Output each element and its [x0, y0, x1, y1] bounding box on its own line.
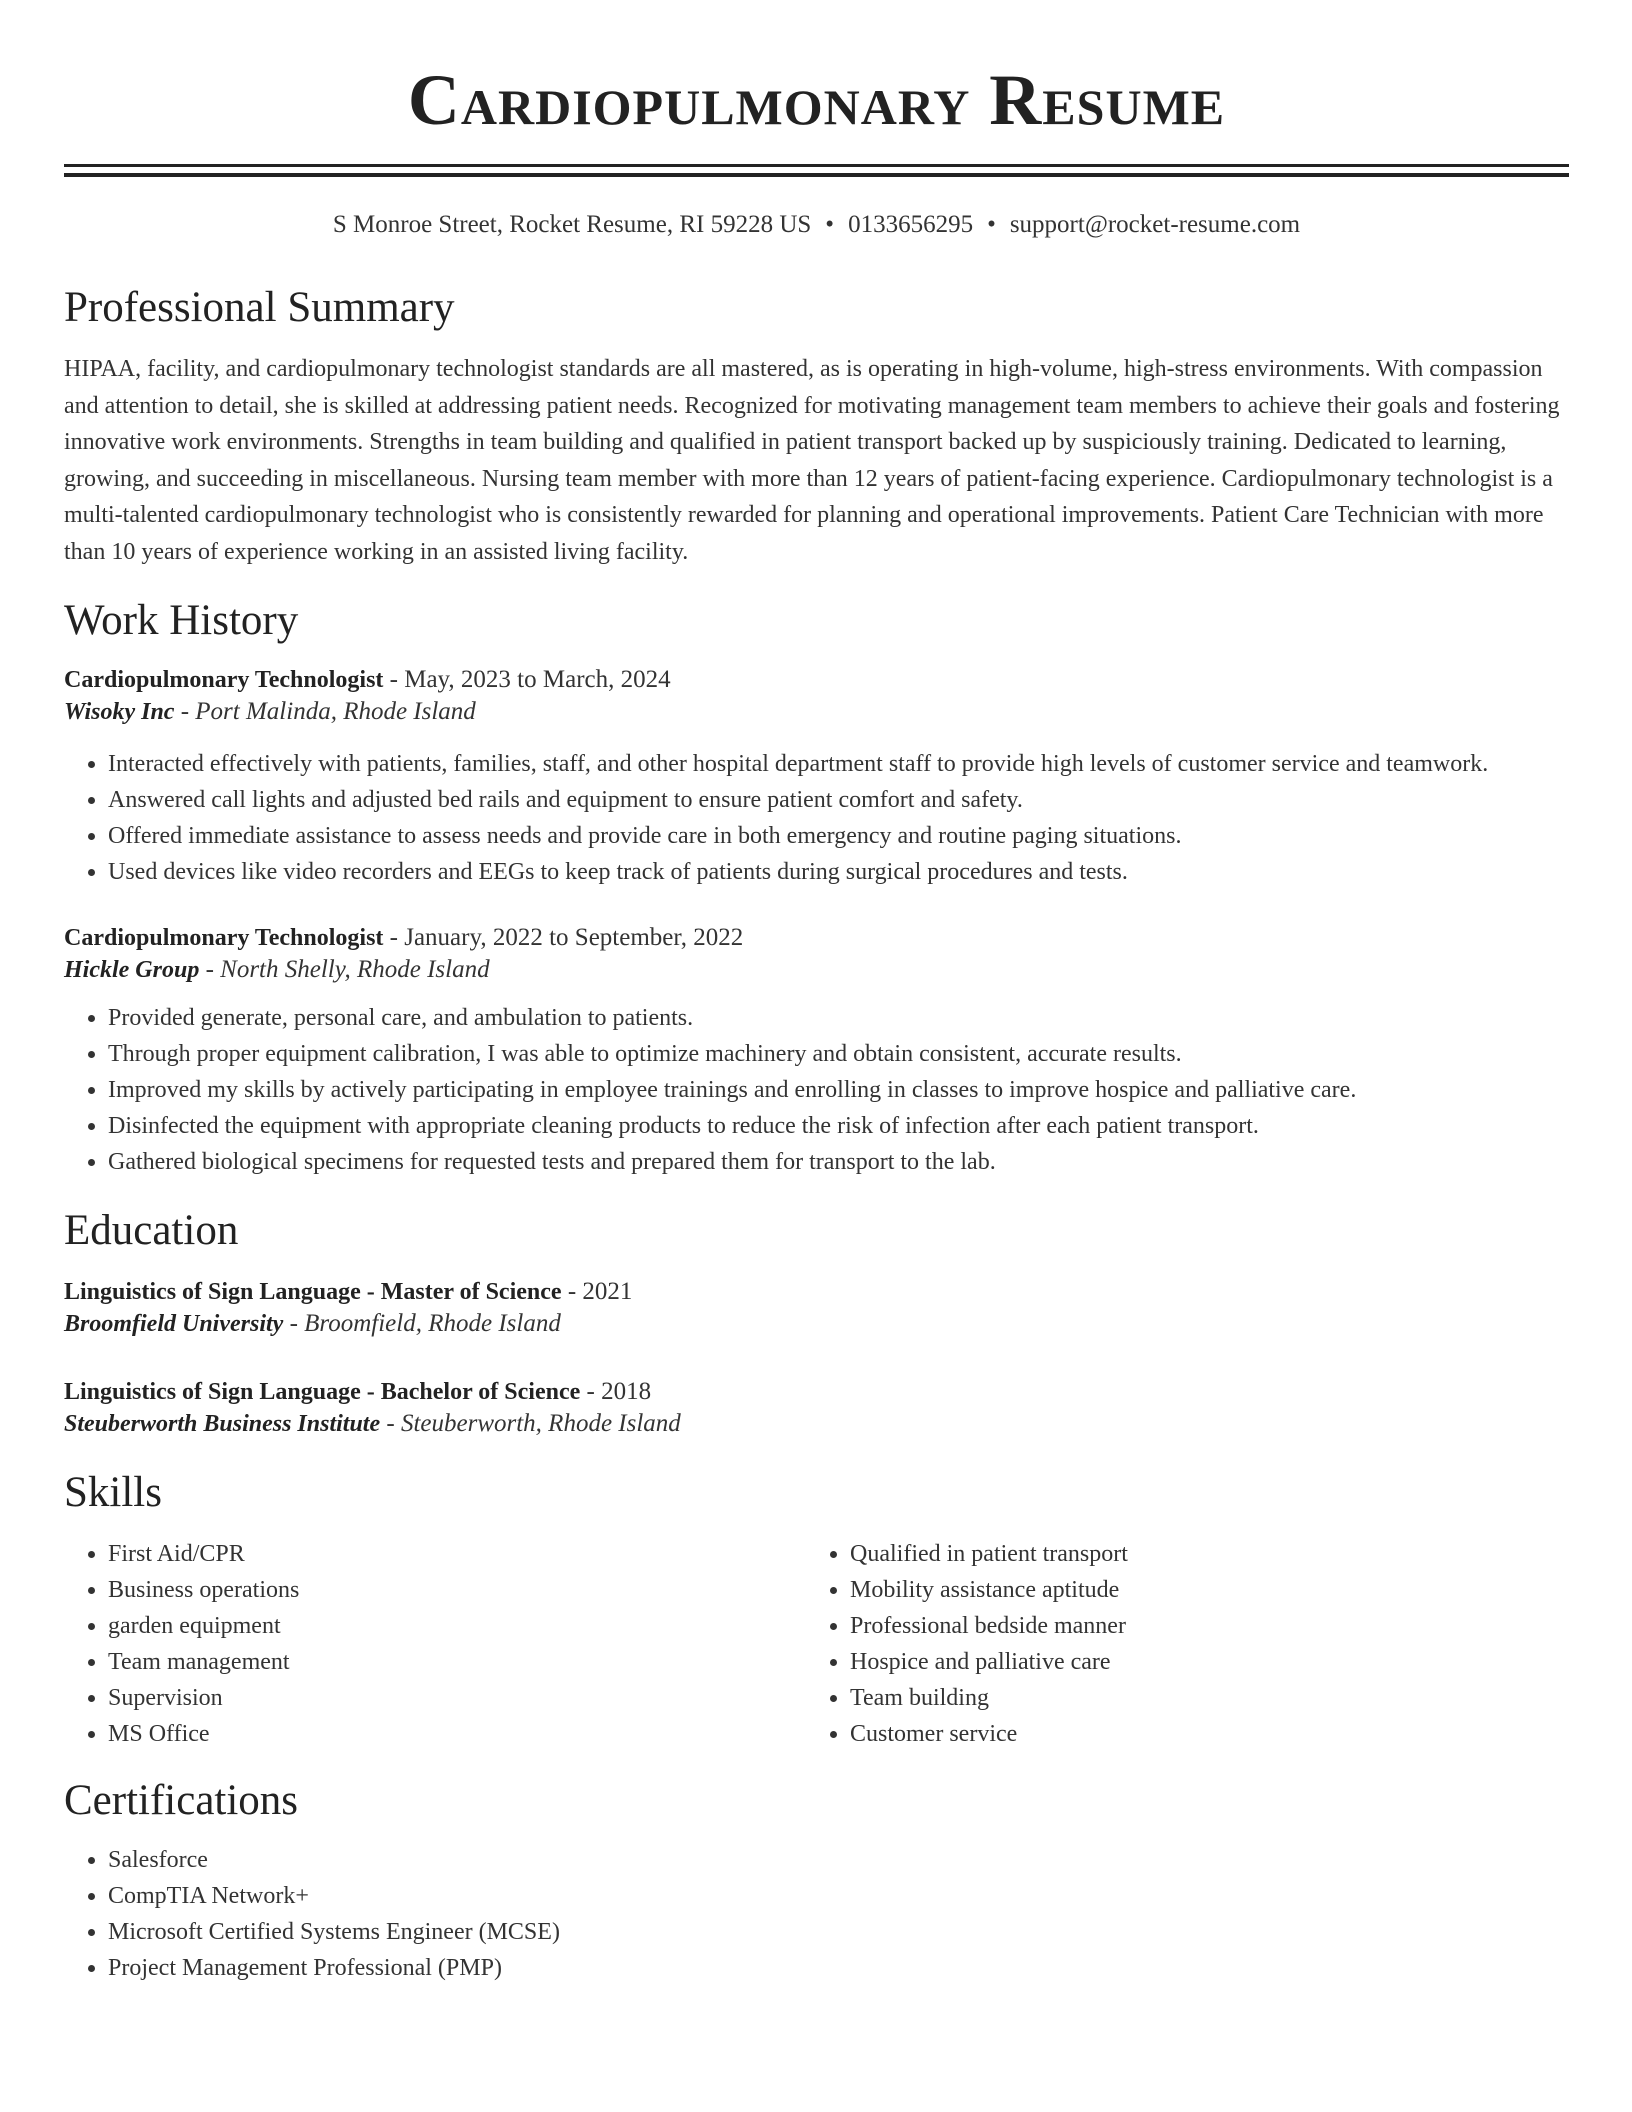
certification-item: • Microsoft Certified Systems Engineer (MCSE): [108, 1914, 1569, 1950]
education-location: - Broomfield, Rhode Island: [283, 1310, 561, 1337]
education-school-line: [64, 1408, 1569, 1440]
skill-item: • Team building: [850, 1680, 1548, 1716]
job-bullet: • Through proper equipment calibration, I was able to optimize machinery and obtain consistent, accurate results.: [108, 1036, 1569, 1072]
job-entry: [64, 664, 1569, 890]
skill-item: • First Aid/CPR: [108, 1536, 806, 1572]
skills-heading: Skills: [64, 1469, 162, 1516]
skill-item: • Supervision: [108, 1680, 806, 1716]
work-history-heading: Work History: [64, 597, 299, 644]
certification-item: • CompTIA Network+: [108, 1878, 1569, 1914]
resume-title: Cardiopulmonary Resume: [407, 60, 1226, 140]
skills-left-list: [64, 1536, 806, 1752]
education-heading: Education: [64, 1207, 239, 1254]
title-divider-bottom: [64, 173, 1569, 177]
education-year: - 2018: [580, 1378, 652, 1405]
certifications-heading: Certifications: [64, 1777, 299, 1824]
job-title-line: [64, 664, 1569, 696]
job-bullet: • Gathered biological specimens for requested tests and prepared them for transport to the lab.: [108, 1144, 1569, 1180]
skills-list: [64, 1536, 1569, 1752]
job-location: - Port Malinda, Rhode Island: [174, 698, 476, 725]
skills-column-left: [64, 1536, 806, 1752]
skill-item: • Qualified in patient transport: [850, 1536, 1548, 1572]
education-school: Broomfield University: [64, 1311, 284, 1337]
job-dates: - January, 2022 to September, 2022: [383, 924, 744, 951]
skill-item: • Customer service: [850, 1716, 1548, 1752]
education-year: - 2021: [561, 1278, 633, 1305]
certification-item: • Salesforce: [108, 1842, 1569, 1878]
job-bullet: • Provided generate, personal care, and ambulation to patients.: [108, 1000, 1569, 1036]
job-title: Cardiopulmonary Technologist: [64, 925, 384, 951]
education-degree-line: [64, 1276, 1569, 1308]
contact-separator: •: [987, 211, 996, 238]
education-degree-line: [64, 1376, 1569, 1408]
job-title: Cardiopulmonary Technologist: [64, 667, 384, 693]
education-entry: [64, 1276, 1569, 1340]
resume-page: [64, 0, 1569, 1986]
job-company-line: [64, 696, 1569, 728]
summary-text: HIPAA, facility, and cardiopulmonary technologist standards are all mastered, as is operating in high-volume, high-stress environments. With compassion and attention to detail, she is skilled at addressing patient needs. Recognized for motivating management team members to achieve their goals and fostering innovative work environments. Strengths in team building and qualified in patient transport backed up by suspiciously training. Dedicated to learning, growing, and succeeding in miscellaneous. Nursing team member with more than 12 years of patient-facing experience. Cardiopulmonary technologist is a multi-talented cardiopulmonary technologist who is consistently rewarded for planning and operational improvements. Patient Care Technician with more than 10 years of experience working in an assisted living facility.: [64, 356, 1560, 565]
education-school-line: [64, 1308, 1569, 1340]
job-company-line: [64, 954, 1569, 986]
job-bullet: • Interacted effectively with patients, families, staff, and other hospital department staff to provide high levels of customer service and teamwork.: [108, 746, 1569, 782]
education-degree: Linguistics of Sign Language - Master of Science: [64, 1279, 562, 1305]
job-bullet: • Disinfected the equipment with appropriate cleaning products to reduce the risk of infection after each patient transport.: [108, 1108, 1569, 1144]
job-location: - North Shelly, Rhode Island: [199, 956, 490, 983]
skill-item: • MS Office: [108, 1716, 806, 1752]
skill-item: • Team management: [108, 1644, 806, 1680]
contact-line: [64, 209, 1569, 241]
education-location: - Steuberworth, Rhode Island: [380, 1410, 681, 1437]
skills-right-list: [806, 1536, 1548, 1752]
job-bullet: • Improved my skills by actively participating in employee trainings and enrolling in classes to improve hospice and palliative care.: [108, 1072, 1569, 1108]
certification-item: • Project Management Professional (PMP): [108, 1950, 1569, 1986]
job-company: Wisoky Inc: [64, 699, 175, 725]
contact-separator: •: [825, 211, 835, 238]
skill-item: • Mobility assistance aptitude: [850, 1572, 1548, 1608]
job-bullet: • Answered call lights and adjusted bed rails and equipment to ensure patient comfort and safety.: [108, 782, 1569, 818]
contact-phone[interactable]: 0133656295: [848, 211, 974, 238]
job-company: Hickle Group: [64, 957, 200, 983]
job-bullet: • Used devices like video recorders and EEGs to keep track of patients during surgical procedures and tests.: [108, 854, 1569, 890]
job-dates: - May, 2023 to March, 2024: [383, 666, 671, 693]
title-divider-top: [64, 164, 1569, 167]
contact-email[interactable]: support@rocket-resume.com: [1009, 211, 1301, 238]
job-title-line: [64, 922, 1569, 954]
certifications-list: [64, 1842, 1569, 1986]
education-school: Steuberworth Business Institute: [64, 1411, 381, 1437]
skills-column-right: [806, 1536, 1548, 1752]
summary-heading: Professional Summary: [64, 284, 455, 331]
job-bullet: • Offered immediate assistance to assess needs and provide care in both emergency and routine paging situations.: [108, 818, 1569, 854]
skill-item: • Professional bedside manner: [850, 1608, 1548, 1644]
education-entry: [64, 1376, 1569, 1440]
contact-address: S Monroe Street, Rocket Resume, RI 59228 US: [332, 211, 812, 238]
job-bullets: [64, 1000, 1569, 1180]
job-entry: [64, 922, 1569, 1180]
education-degree: Linguistics of Sign Language - Bachelor of Science: [64, 1379, 581, 1405]
certifications-items: [64, 1842, 1569, 1986]
skill-item: • Hospice and palliative care: [850, 1644, 1548, 1680]
skill-item: • Business operations: [108, 1572, 806, 1608]
skill-item: • garden equipment: [108, 1608, 806, 1644]
job-bullets: [64, 746, 1569, 890]
